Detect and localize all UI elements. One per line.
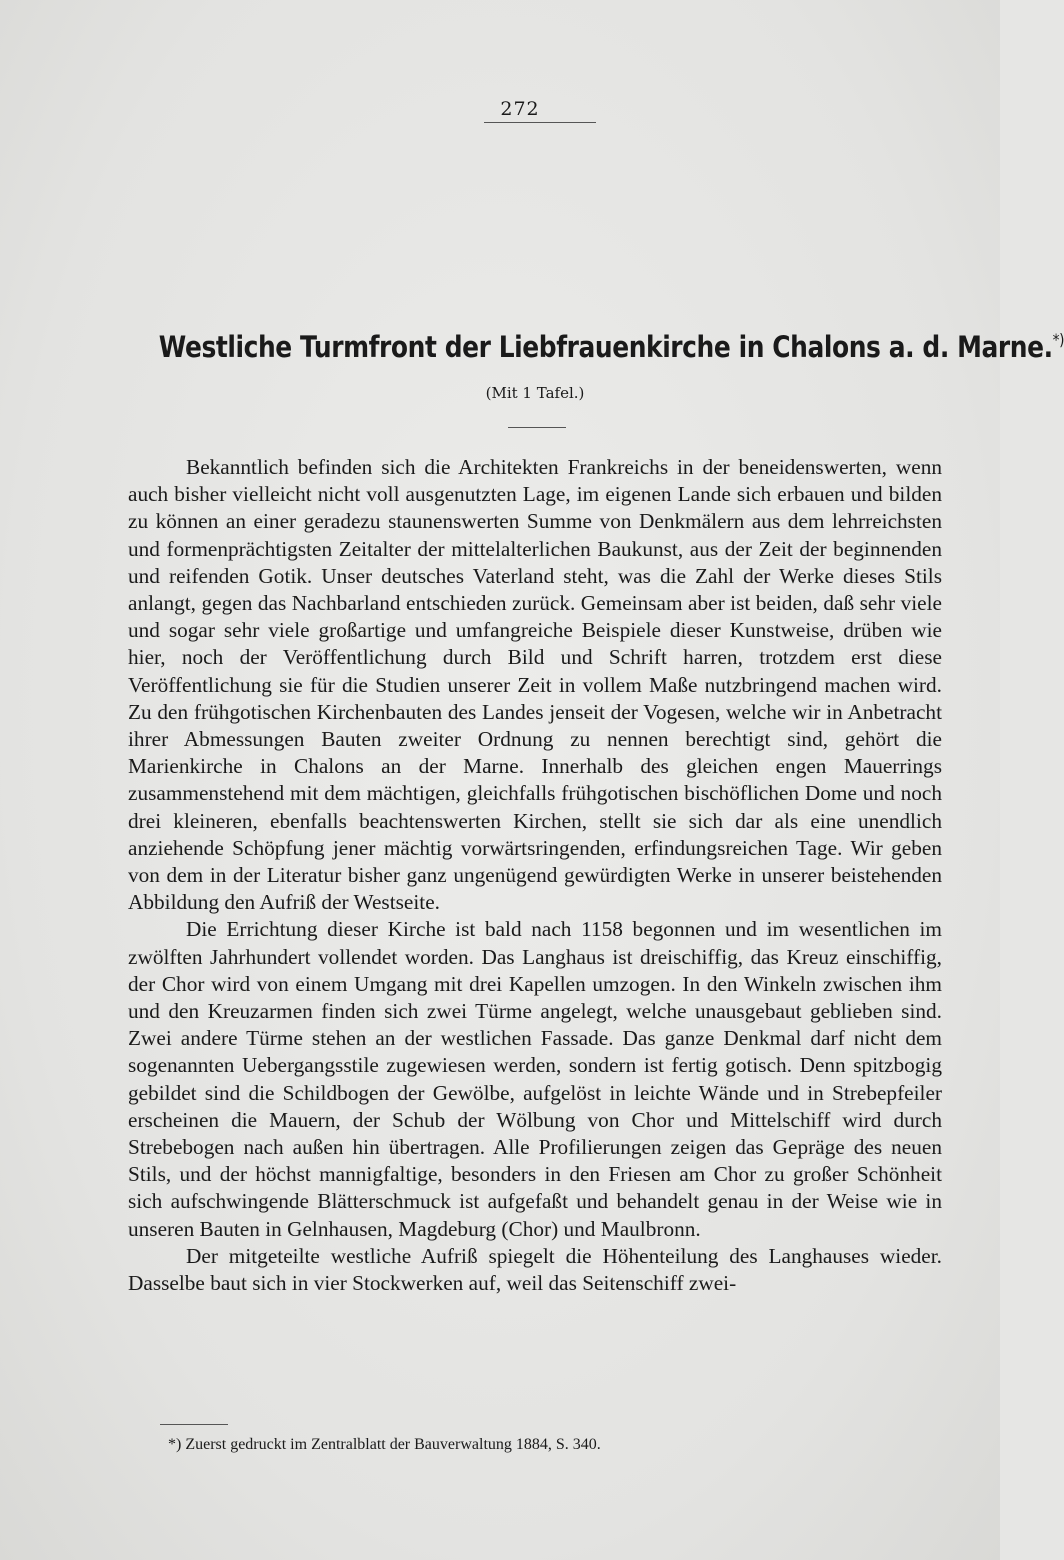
footnote: *) Zuerst gedruckt im Zentralblatt der Bauverwaltung 1884, S. 340. bbox=[168, 1436, 601, 1453]
page-number: 272 bbox=[500, 98, 540, 120]
body-text bbox=[128, 454, 942, 1297]
paragraph-1: Bekanntlich befinden sich die Architekten Frankreichs in der beneidenswerten, wenn auch bisher vielleicht nicht voll ausgenutzten Lage, im eigenen Lande sich erbauen und bilden zu können an einer geradezu staunenswerten Summe von Denkmälern aus dem lehrreichsten und formenprächtigsten Zeitalter der mittelalterlichen Baukunst, aus der Zeit der beginnenden und reifenden Gotik. Unser deutsches Vaterland steht, was die Zahl der Werke dieses Stils anlangt, gegen das Nachbarland entschieden zurück. Gemeinsam aber ist beiden, daß sehr viele und sogar sehr viele großartige und umfangreiche Beispiele dieser Kunstweise, drüben wie hier, noch der Veröffentlichung durch Bild und Schrift harren, trotzdem erst diese Veröffentlichung sie für die Studien unserer Zeit in vollem Maße nutzbringend machen wird. Zu den frühgotischen Kirchenbauten des Landes jenseit der Vogesen, welche wir in Anbetracht ihrer Abmessungen Bauten zweiter Ordnung zu nennen berechtigt sind, gehört die Marienkirche in Chalons an der Marne. Innerhalb des gleichen engen Mauerrings zusammenstehend mit dem mächtigen, gleichfalls frühgotischen bischöflichen Dome und noch drei kleineren, ebenfalls beachtenswerten Kirchen, stellt sie sich dar als eine unendlich anziehende Schöpfung jener mächtig vorwärtsringenden, erfindungsreichen Tage. Wir geben von dem in der Literatur bisher ganz ungenügend gewürdigten Werke in unserer beistehenden Abbildung den Aufriß der Westseite. bbox=[128, 455, 942, 915]
title-footnote-mark: *) bbox=[1052, 330, 1064, 349]
article-title-text: Westliche Turmfront der Liebfrauenkirche in Chalons a. d. Marne. bbox=[158, 330, 1053, 364]
article-title bbox=[158, 330, 1064, 364]
paragraph-2: Die Errichtung dieser Kirche ist bald nach 1158 begonnen und im wesentlichen im zwölften Jahrhundert vollendet worden. Das Langhaus ist dreischiffig, das Kreuz einschiffig, der Chor wird von einem Umgang mit drei Kapellen umzogen. In den Winkeln zwischen ihm und den Kreuzarmen finden sich zwei Türme angelegt, welche unausgebaut geblieben sind. Zwei andere Türme stehen an der westlichen Fassade. Das ganze Denkmal darf nicht dem sogenannten Uebergangsstile zugewiesen werden, sondern ist fertig gotisch. Denn spitzbogig gebildet sind die Schildbogen der Gewölbe, aufgelöst in leichte Wände und in Strebepfeiler erscheinen die Mauern, der Schub der Wölbung von Chor und Mittelschiff wird durch Strebebogen nach außen hin übertragen. Alle Profilierungen zeigen das Gepräge des neuen Stils, und der höchst mannigfaltige, besonders in den Friesen am Chor zu großer Schönheit sich aufschwingende Blätterschmuck ist aufgefaßt und behandelt genau in der Weise wie in unseren Bauten in Gelnhausen, Magdeburg (Chor) und Maulbronn. bbox=[128, 917, 942, 1241]
title-rule bbox=[508, 427, 566, 428]
footnote-rule bbox=[160, 1424, 228, 1425]
header-rule bbox=[484, 122, 596, 123]
plate-note: (Mit 1 Tafel.) bbox=[485, 384, 585, 402]
paragraph-3: Der mitgeteilte westliche Aufriß spiegelt die Höhenteilung des Langhauses wieder. Dasselbe baut sich in vier Stockwerken auf, weil das Seitenschiff zwei- bbox=[128, 1243, 942, 1296]
